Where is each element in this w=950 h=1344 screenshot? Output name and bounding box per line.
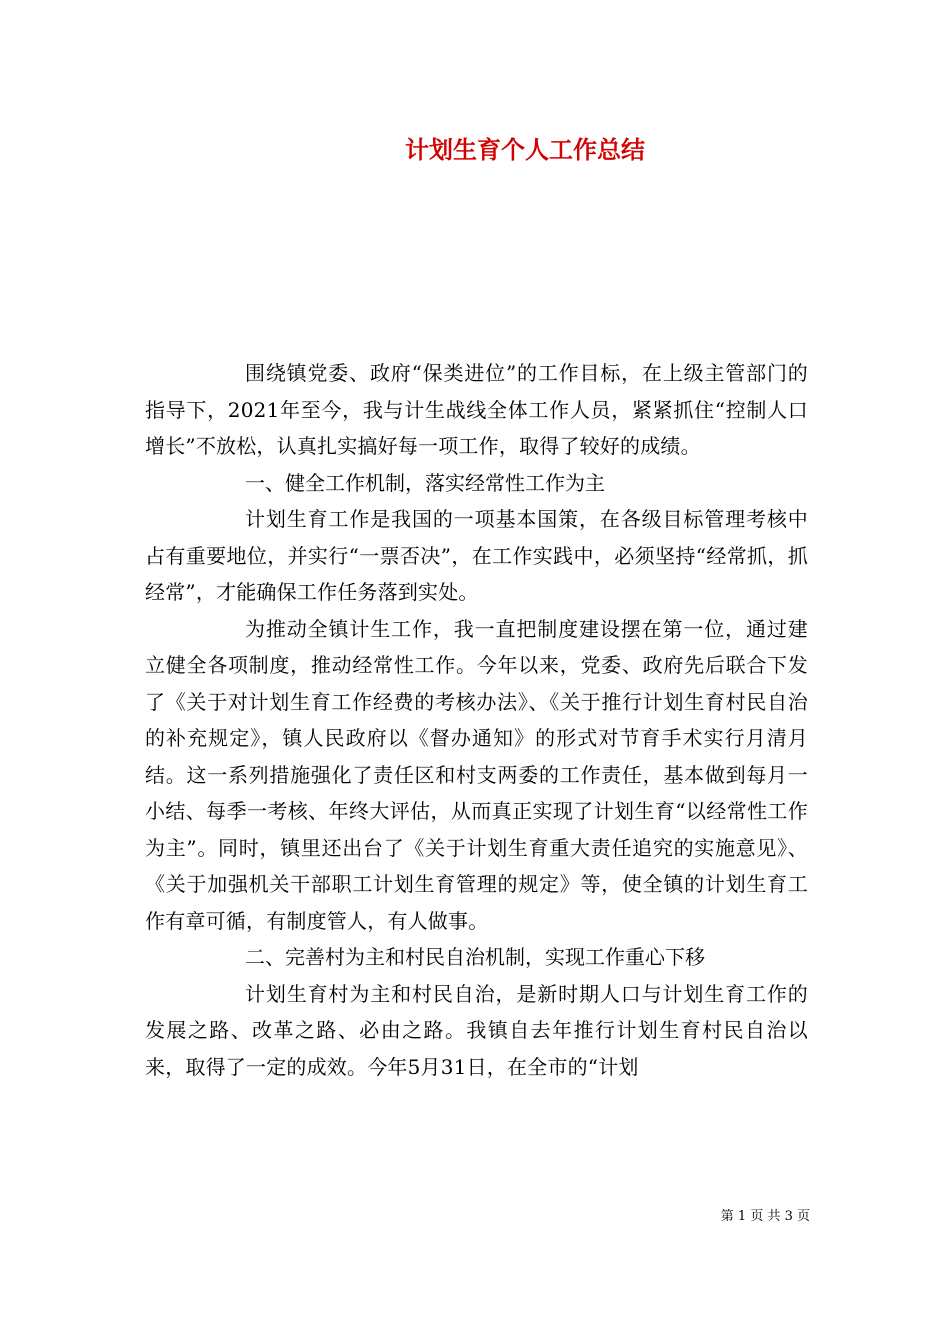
page-number: 第 1 页 共 3 页 (720, 1209, 810, 1224)
paragraph-1: 计划生育工作是我国的一项基本国策，在各级目标管理考核中占有重要地位，并实行“一票否决”，在工作实践中，必须坚持“经常抓，抓经常”，才能确保工作任务落到实处。 (145, 507, 808, 604)
section-heading-2: 二、完善村为主和村民自治机制，实现工作重心下移 (245, 945, 705, 969)
section-heading-1: 一、健全工作机制，落实经常性工作为主 (245, 470, 605, 495)
paragraph-2: 为推动全镇计生工作，我一直把制度建设摆在第一位，通过建立健全各项制度，推动经常性工作。今年以来，党委、政府先后联合下发了《关于对计划生育工作经费的考核办法》、《关于推行计划生育村民自治的补充规定》，镇人民政府以《督办通知》的形式对节育手术实行月清月结。这一系列措施强化了责任区和村支两委的工作责任，基本做到每月一小结、每季一考核、年终大评估，从而真正实现了计划生育“以经常性工作为主”。同时，镇里还出台了《关于计划生育重大责任追究的实施意见》、《关于加强机关干部职工计划生育管理的规定》等，使全镇的计划生育工作有章可循，有制度管人，有人做事。 (145, 616, 808, 933)
document-title: 计划生育个人工作总结 (405, 135, 645, 164)
paragraph-3: 计划生育村为主和村民自治，是新时期人口与计划生育工作的发展之路、改革之路、必由之路。我镇自去年推行计划生育村民自治以来，取得了一定的成效。今年5月31日，在全市的“计划 (145, 981, 808, 1079)
document-body (145, 355, 808, 1085)
paragraph-intro: 围绕镇党委、政府“保类进位”的工作目标，在上级主管部门的指导下，2021年至今，我与计生战线全体工作人员，紧紧抓住“控制人口增长”不放松，认真扎实搞好每一项工作，取得了较好的成绩。 (145, 361, 808, 458)
